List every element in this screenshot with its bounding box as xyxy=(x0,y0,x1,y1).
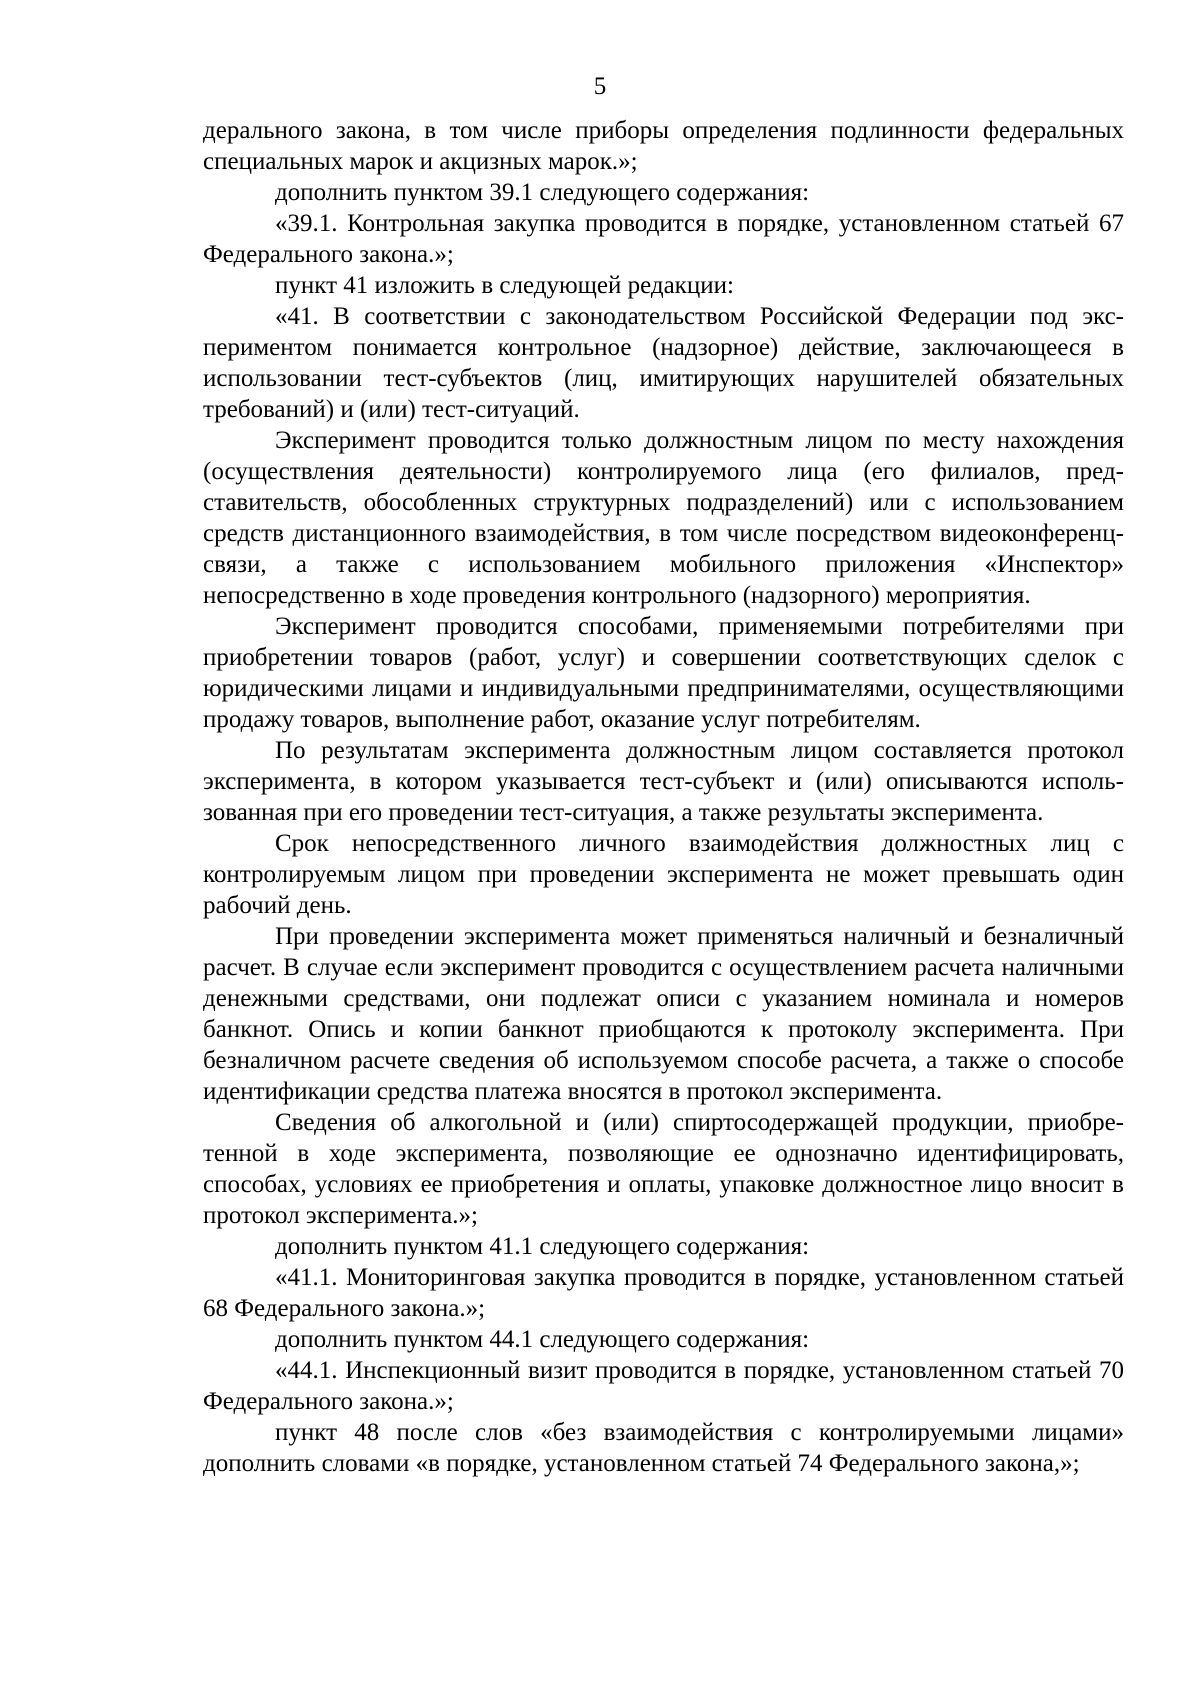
document-body xyxy=(203,115,1124,1479)
paragraph-13: «41.1. Мониторинговая закупка проводится в порядке, установленном статьей 68 Федерального закона.»; xyxy=(203,1264,1124,1322)
paragraph-12: дополнить пунктом 41.1 следующего содержания: xyxy=(275,1233,810,1260)
paragraph-8: По результатам эксперимента должностным лицом составляется протокол эксперимента, в котором указывается тест-субъект и (или) описываются использованная при его проведении тест-ситуация, а также результаты эксперимента. xyxy=(203,737,1124,826)
paragraph-7: Эксперимент проводится способами, применяемыми потребителями при приобретении товаров (работ, услуг) и совершении соответствующих сделок с юридическими лицами и индивидуальными предпринимателями, осуществляющими продажу товаров, выполнение работ, оказание услуг потребителям. xyxy=(203,613,1124,733)
paragraph-1: дерального закона, в том числе приборы определения подлинности федеральных специальных марок и акцизных марок.»; xyxy=(203,117,1124,175)
paragraph-2: дополнить пунктом 39.1 следующего содержания: xyxy=(275,179,810,206)
paragraph-3: «39.1. Контрольная закупка проводится в порядке, установленном статьей 67 Федерального закона.»; xyxy=(203,210,1124,268)
paragraph-11: Сведения об алкогольной и (или) спиртосодержащей продукции, приобретенной в ходе эксперимента, позволяющие ее однозначно идентифицировать, способах, условиях ее приобретения и оплаты, упаковке должностное лицо вносит в протокол эксперимента.»; xyxy=(203,1109,1124,1229)
paragraph-16: пункт 48 после слов «без взаимодействия с контролируемыми лицами» дополнить словами «в порядке, установленном статьей 74 Федерального закона,»; xyxy=(203,1419,1124,1477)
paragraph-14: дополнить пунктом 44.1 следующего содержания: xyxy=(275,1326,810,1353)
page-number: 5 xyxy=(593,73,607,100)
paragraph-6: Эксперимент проводится только должностным лицом по месту нахождения (осуществления деятельности) контролируемого лица (его филиалов, представительств, обособленных структурных подразделений) или с использованием средств дистанционного взаимодействия, в том числе посредством видеоконференц-связи, а также с использованием мобильного приложения «Инспектор» непосредственно в ходе проведения контрольного (надзорного) мероприятия. xyxy=(203,427,1124,609)
paragraph-9: Срок непосредственного личного взаимодействия должностных лиц с контролируемым лицом при проведении эксперимента не может превышать один рабочий день. xyxy=(203,830,1124,919)
paragraph-5: «41. В соответствии с законодательством Российской Федерации под экспериментом понимается контрольное (надзорное) действие, заключающееся в использовании тест-субъектов (лиц, имитирующих нарушителей обязательных требований) и (или) тест-ситуаций. xyxy=(203,303,1124,423)
paragraph-15: «44.1. Инспекционный визит проводится в порядке, установленном статьей 70 Федерального закона.»; xyxy=(203,1357,1124,1415)
paragraph-4: пункт 41 изложить в следующей редакции: xyxy=(275,272,734,299)
paragraph-10: При проведении эксперимента может применяться наличный и безналичный расчет. В случае если эксперимент проводится с осуществлением расчета наличными денежными средствами, они подлежат описи с указанием номинала и номеров банкнот. Опись и копии банкнот приобщаются к протоколу эксперимента. При безналичном расчете сведения об используемом способе расчета, а также о способе идентификации средства платежа вносятся в протокол эксперимента. xyxy=(203,923,1124,1105)
